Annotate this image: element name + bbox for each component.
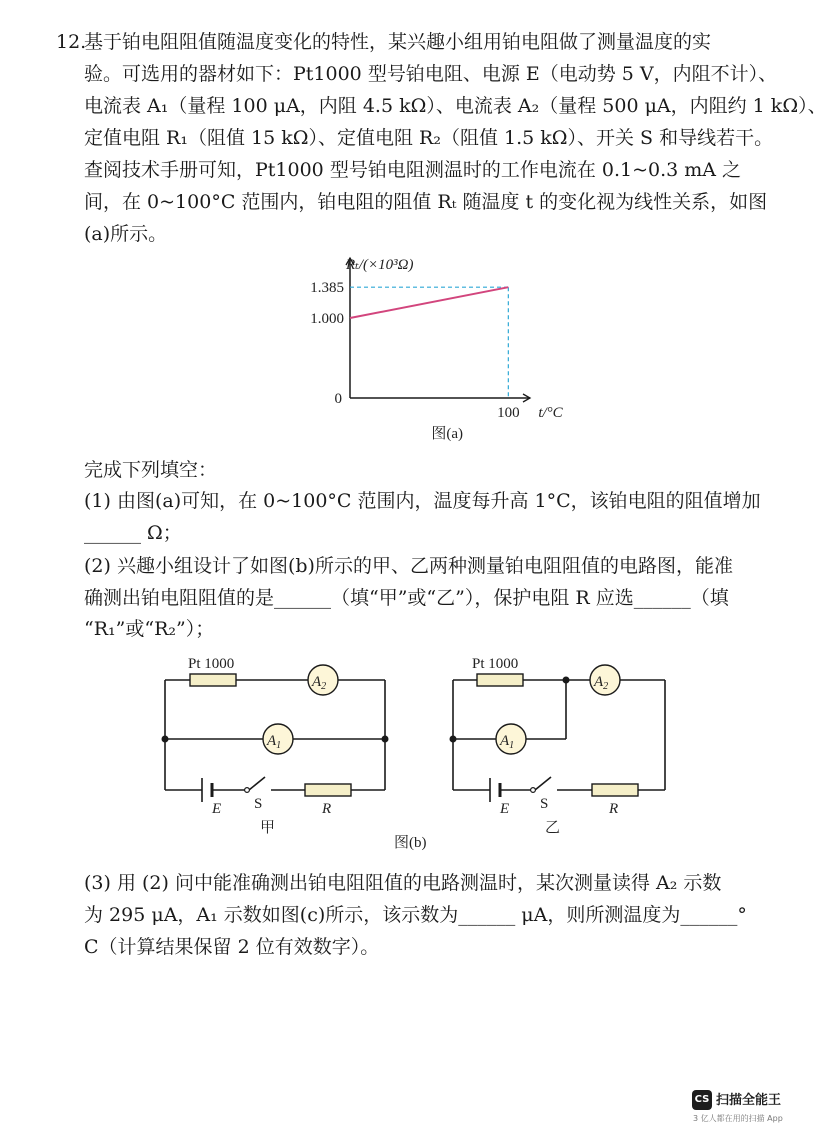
junction-dot	[450, 736, 457, 743]
circuit-jia-label: 甲	[260, 820, 276, 836]
part3-line: C（计算结果保留 2 位有效数字）。	[84, 936, 380, 958]
junction-dot	[382, 736, 389, 743]
part1-blank-line: ______ Ω；	[84, 522, 182, 544]
y-axis-label: Rₜ/(×10³Ω)	[346, 257, 414, 273]
x-axis-label: t/°C	[538, 405, 563, 421]
part1-line: (1) 由图(a)可知，在 0~100°C 范围内，温度每升高 1°C，该铂电阻的阻值增加	[84, 490, 761, 512]
pt1000-resistor	[477, 674, 523, 686]
circuit-yi	[453, 680, 665, 790]
a2-label: $A_2$	[312, 674, 327, 692]
question-line: 基于铂电阻阻值随温度变化的特性，某兴趣小组用铂电阻做了测量温度的实	[84, 31, 712, 53]
pt1000-label: Pt 1000	[188, 656, 235, 672]
fill-intro: 完成下列填空：	[84, 459, 218, 481]
switch-pivot	[531, 788, 536, 793]
figure-a-chart	[290, 250, 563, 450]
a1-label: $A_1$	[267, 733, 282, 751]
question-line: (a)所示。	[84, 223, 168, 245]
y-tick-label: 1.385	[310, 280, 344, 297]
series-line	[350, 287, 508, 318]
figure-b-caption: 图(b)	[394, 835, 427, 851]
circuit-jia-parts	[162, 656, 389, 836]
origin-label: 0	[334, 391, 342, 407]
r-label: R	[609, 801, 619, 817]
part3-line: (3) 用 (2) 问中能准确测出铂电阻阻值的电路测温时，某次测量读得 A₂ 示数	[84, 872, 722, 894]
figure-a-caption: 图(a)	[431, 426, 463, 442]
protective-resistor	[305, 784, 351, 796]
circuit-yi-label: 乙	[545, 820, 561, 836]
question-line: 电流表 A₁（量程 100 μA，内阻 4.5 kΩ）、电流表 A₂（量程 500 μA，内阻约 1 kΩ）、	[84, 95, 827, 117]
part3-line: 为 295 μA，A₁ 示数如图(c)所示，该示数为______ μA，则所测温度为______°	[84, 904, 747, 926]
e-label: E	[500, 801, 510, 817]
junction-dot	[162, 736, 169, 743]
question-line: 查阅技术手册可知，Pt1000 型号铂电阻测温时的工作电流在 0.1~0.3 mA 之	[84, 159, 742, 181]
y-tick-label: 1.000	[310, 311, 344, 327]
switch-pivot	[245, 788, 250, 793]
question-line: 验。可选用的器材如下：Pt1000 型号铂电阻、电源 E（电动势 5 V，内阻不计）、	[84, 63, 778, 85]
pt1000-label: Pt 1000	[472, 656, 519, 672]
protective-resistor	[592, 784, 638, 796]
a1-label: $A_1$	[500, 733, 515, 751]
scanner-app-name: 扫描全能王	[716, 1093, 782, 1108]
scanner-logo-icon: CS	[692, 1090, 712, 1110]
a2-label: $A_2$	[594, 674, 609, 692]
scanner-tagline: 3 亿人都在用的扫描 App	[693, 1114, 783, 1123]
question-line: 间，在 0~100°C 范围内，铂电阻的阻值 Rₜ 随温度 t 的变化视为线性关系，如图	[84, 191, 768, 213]
s-label: S	[540, 796, 549, 812]
question-number: 12.	[56, 31, 87, 53]
pt1000-resistor	[190, 674, 236, 686]
e-label: E	[212, 801, 222, 817]
part2-line: (2) 兴趣小组设计了如图(b)所示的甲、乙两种测量铂电阻阻值的电路图，能准	[84, 555, 733, 577]
r-label: R	[322, 801, 332, 817]
part2-line: “R₁”或“R₂”）；	[84, 618, 215, 640]
circuit-yi-parts	[450, 656, 639, 836]
junction-dot	[563, 677, 570, 684]
x-tick-label: 100	[497, 405, 520, 421]
figure-b-circuits	[150, 650, 680, 855]
s-label: S	[254, 796, 263, 812]
part2-line: 确测出铂电阻阻值的是______（填“甲”或“乙”），保护电阻 R 应选______（填	[84, 587, 729, 609]
question-line: 定值电阻 R₁（阻值 15 kΩ）、定值电阻 R₂（阻值 1.5 kΩ）、开关 S 和导线若干。	[84, 127, 774, 149]
